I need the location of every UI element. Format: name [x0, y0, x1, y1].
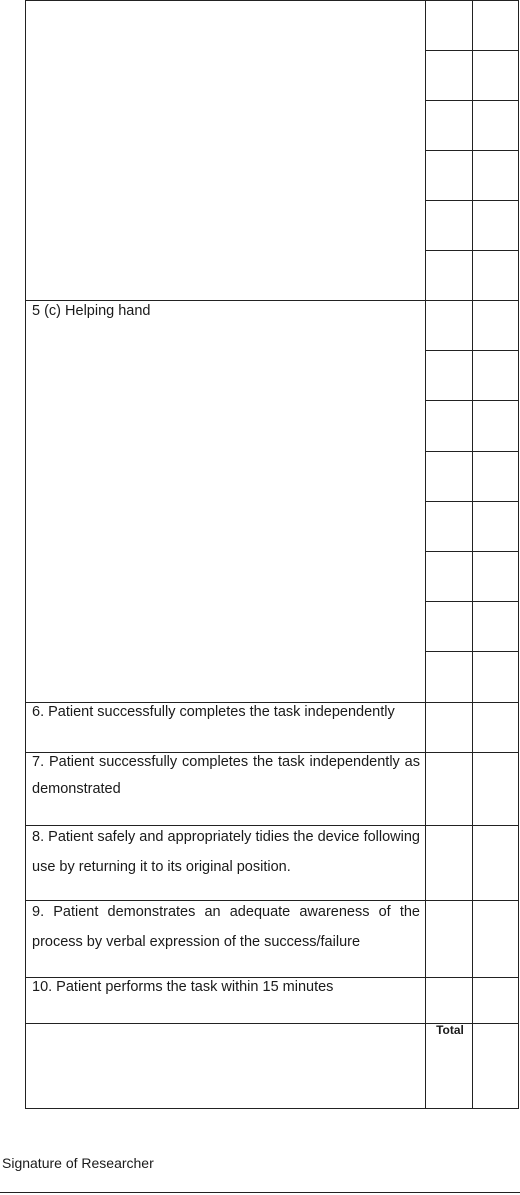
table-left-border: [25, 0, 26, 1109]
row-label-5c: 5 (c) Helping hand: [32, 303, 151, 319]
row-label-7: 7. Patient successfully completes the task independently as demonstrated: [32, 754, 420, 797]
col-divider-1: [425, 0, 426, 1109]
score-cell-divider: [425, 150, 519, 151]
score-cell-divider: [425, 350, 519, 351]
signature-line: [0, 1192, 520, 1193]
score-cell-divider: [425, 50, 519, 51]
total-label: Total: [436, 1023, 464, 1037]
row-label-8: 8. Patient safely and appropriately tidies the device following use by returning it to its original position.: [32, 829, 420, 875]
table-top-border: [25, 0, 519, 1]
score-cell-divider: [425, 651, 519, 652]
score-cell-divider: [425, 400, 519, 401]
score-cell-divider: [425, 601, 519, 602]
score-cell-divider: [425, 250, 519, 251]
row-label-9: 9. Patient demonstrates an adequate awareness of the process by verbal expression of the success/failure: [32, 904, 420, 950]
row-label-10: 10. Patient performs the task within 15 minutes: [32, 979, 334, 995]
col-divider-2: [472, 0, 473, 1109]
table-right-border: [518, 0, 519, 1109]
score-cell-divider: [425, 501, 519, 502]
score-cell-divider: [425, 551, 519, 552]
row-label-6: 6. Patient successfully completes the task independently: [32, 704, 395, 720]
table-bottom-border: [25, 1108, 519, 1109]
score-cell-divider: [425, 100, 519, 101]
signature-label: Signature of Researcher: [2, 1155, 154, 1171]
score-cell-divider: [425, 200, 519, 201]
score-cell-divider: [425, 451, 519, 452]
